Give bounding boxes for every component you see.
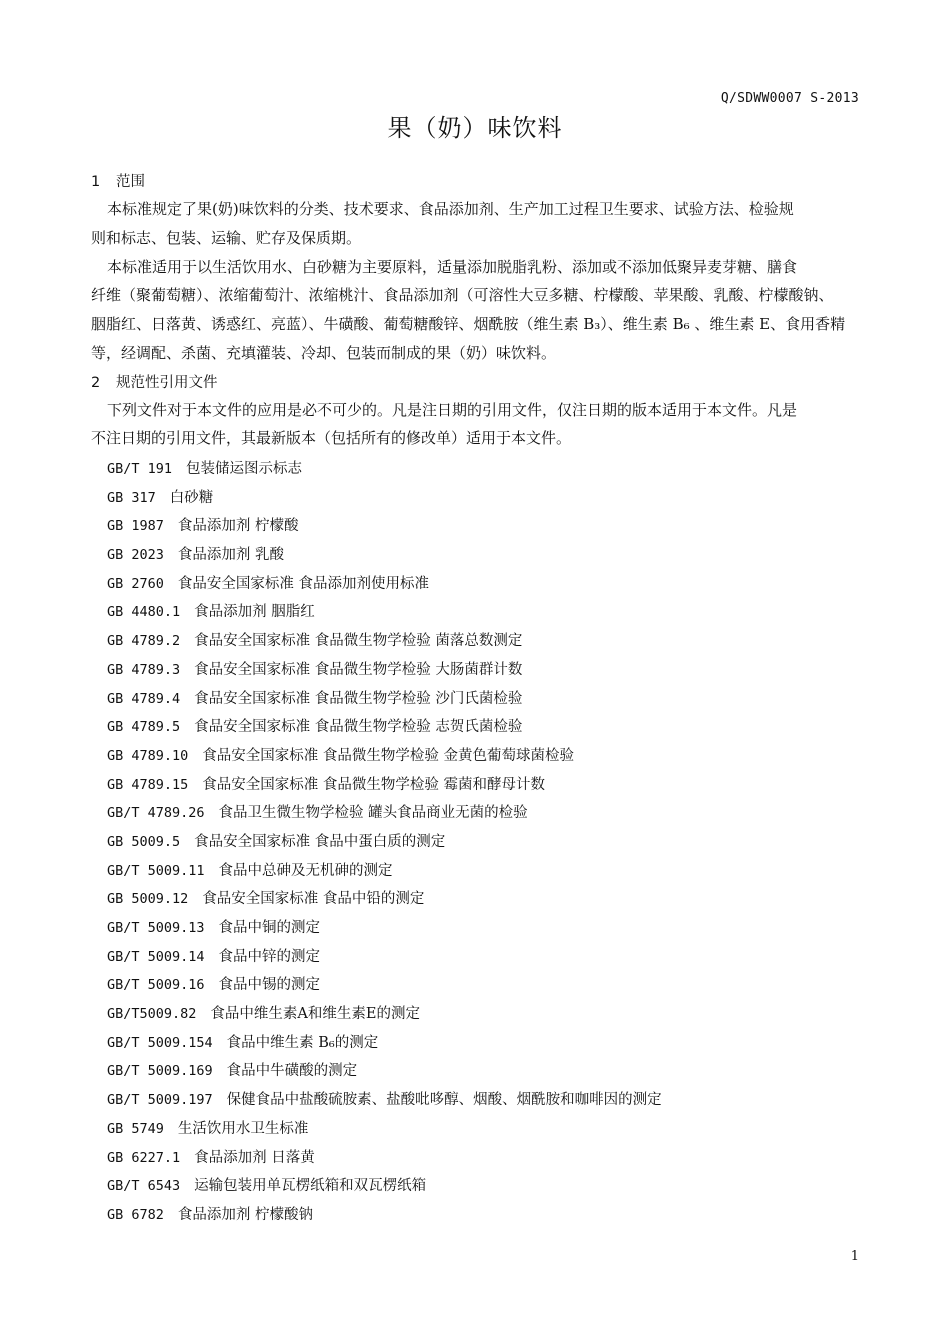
- reference-item: [107, 627, 662, 656]
- reference-title: 包装储运图示标志: [186, 461, 303, 477]
- reference-code: GB/T 5009.16: [107, 977, 205, 994]
- reference-code: GB 5009.12: [107, 891, 189, 908]
- reference-item: [107, 885, 662, 914]
- reference-title: 食品添加剂 乳酸: [177, 547, 285, 564]
- reference-item: [107, 598, 662, 627]
- reference-title: 食品卫生微生物学检验 罐头食品商业无菌的检验: [218, 805, 528, 822]
- reference-item: [107, 943, 662, 972]
- references-intro-line-2: 不注日期的引用文件，其最新版本（包括所有的修改单）适用于本文件。: [91, 429, 572, 447]
- reference-code: GB 1987: [107, 518, 164, 535]
- reference-item: [107, 1086, 662, 1115]
- reference-title: 食品添加剂 柠檬酸: [177, 518, 299, 535]
- reference-title: 白砂糖: [169, 489, 214, 506]
- reference-item: [107, 484, 662, 513]
- reference-code: GB 4480.1: [107, 604, 181, 621]
- reference-title: 食品安全国家标准 食品微生物学检验 大肠菌群计数: [194, 661, 523, 678]
- reference-code: GB 4789.4: [107, 690, 181, 707]
- reference-item: [107, 1201, 662, 1230]
- reference-item: [107, 1057, 662, 1086]
- reference-code: GB/T 5009.169: [107, 1063, 213, 1080]
- reference-item: [107, 541, 662, 570]
- reference-title: 食品中维生素 B₆的测定: [226, 1034, 379, 1051]
- reference-item: [107, 799, 662, 828]
- reference-code: GB 317: [107, 489, 156, 506]
- section-number: 2: [91, 375, 101, 391]
- scope-para-2-line-1: 本标准适用于以生活饮用水、白砂糖为主要原料，适量添加脱脂乳粉、添加或不添加低聚异麦芽糖、膳食: [107, 258, 798, 276]
- reference-item: [107, 570, 662, 599]
- reference-title: 食品安全国家标准 食品微生物学检验 志贺氏菌检验: [194, 719, 523, 736]
- reference-item: [107, 971, 662, 1000]
- section-number: 1: [91, 174, 101, 190]
- reference-code: GB 4789.2: [107, 633, 181, 650]
- section-title: 范围: [116, 174, 145, 190]
- reference-title: 保健食品中盐酸硫胺素、盐酸吡哆醇、烟酸、烟酰胺和咖啡因的测定: [226, 1092, 662, 1109]
- reference-item: [107, 1000, 662, 1029]
- reference-item: [107, 713, 662, 742]
- reference-code: GB/T 5009.14: [107, 948, 205, 965]
- reference-title: 食品安全国家标准 食品中蛋白质的测定: [194, 833, 446, 850]
- reference-code: GB 4789.10: [107, 747, 189, 764]
- section-title: 规范性引用文件: [116, 375, 218, 391]
- references-intro-line-1: 下列文件对于本文件的应用是必不可少的。凡是注日期的引用文件，仅注日期的版本适用于本文件。凡是: [107, 401, 798, 419]
- reference-item: [107, 857, 662, 886]
- reference-code: GB/T 5009.13: [107, 920, 205, 936]
- scope-para-2-line-4: 等，经调配、杀菌、充填灌装、冷却、包装而制成的果（奶）味饮料。: [91, 344, 557, 362]
- reference-title: 食品安全国家标准 食品微生物学检验 菌落总数测定: [194, 633, 523, 650]
- scope-para-1-line-1: 本标准规定了果(奶)味饮料的分类、技术要求、食品添加剂、生产加工过程卫生要求、试验方法、检验规: [107, 200, 794, 218]
- reference-code: GB/T5009.82: [107, 1006, 197, 1023]
- reference-item: [107, 512, 662, 541]
- reference-code: GB 6227.1: [107, 1149, 181, 1166]
- reference-code: GB/T 5009.197: [107, 1092, 213, 1109]
- reference-item: [107, 656, 662, 685]
- scope-para-1-line-2: 则和标志、包装、运输、贮存及保质期。: [91, 229, 362, 247]
- reference-title: 食品中维生素A和维生素E的测定: [210, 1006, 420, 1023]
- reference-title: 食品中锡的测定: [218, 977, 321, 994]
- reference-code: GB/T 4789.26: [107, 805, 205, 822]
- reference-title: 食品中牛磺酸的测定: [226, 1063, 358, 1080]
- reference-title: 食品添加剂 胭脂红: [194, 604, 315, 621]
- reference-item: [107, 1172, 662, 1201]
- reference-title: 运输包装用单瓦楞纸箱和双瓦楞纸箱: [194, 1178, 427, 1195]
- reference-item: [107, 455, 662, 484]
- reference-code: GB/T 6543: [107, 1178, 181, 1195]
- section-2-heading: [91, 371, 218, 392]
- reference-item: [107, 828, 662, 857]
- reference-code: GB 5009.5: [107, 833, 181, 850]
- reference-code: GB/T 5009.154: [107, 1034, 213, 1051]
- reference-item: [107, 771, 662, 800]
- reference-code: GB 4789.5: [107, 719, 181, 736]
- reference-code: GB/T 191: [107, 461, 173, 477]
- scope-para-2-line-3: 胭脂红、日落黄、诱惑红、亮蓝）、牛磺酸、葡萄糖酸锌、烟酰胺（维生素 B₃）、维生素 B₆ 、维生素 E、食用香精: [91, 315, 846, 333]
- document-title: 果（奶）味饮料: [387, 114, 563, 142]
- reference-title: 食品安全国家标准 食品微生物学检验 霉菌和酵母计数: [202, 776, 545, 793]
- reference-title: 食品中锌的测定: [218, 948, 321, 965]
- reference-code: GB 4789.3: [107, 661, 181, 678]
- reference-title: 生活饮用水卫生标准: [177, 1120, 309, 1137]
- page-number: 1: [850, 1249, 859, 1264]
- reference-title: 食品中铜的测定: [218, 920, 321, 936]
- reference-item: [107, 1115, 662, 1144]
- reference-item: [107, 1029, 662, 1058]
- reference-item: [107, 1144, 662, 1173]
- reference-item: [107, 914, 662, 943]
- reference-code: GB 2023: [107, 547, 164, 564]
- document-code: Q/SDWW0007 S-2013: [720, 91, 859, 106]
- reference-code: GB 2760: [107, 575, 164, 592]
- reference-code: GB/T 5009.11: [107, 862, 205, 879]
- reference-item: [107, 685, 662, 714]
- reference-title: 食品安全国家标准 食品中铅的测定: [202, 891, 425, 908]
- reference-list: [107, 455, 662, 1230]
- scope-para-2-line-2: 纤维（聚葡萄糖）、浓缩葡萄汁、浓缩桃汁、食品添加剂（可溶性大豆多糖、柠檬酸、苹果酸、乳酸、柠檬酸钠、: [91, 286, 834, 304]
- section-1-heading: [91, 170, 145, 191]
- reference-code: GB 6782: [107, 1206, 164, 1223]
- reference-title: 食品中总砷及无机砷的测定: [218, 862, 393, 879]
- reference-code: GB 5749: [107, 1120, 164, 1137]
- reference-title: 食品添加剂 日落黄: [194, 1149, 315, 1166]
- reference-title: 食品安全国家标准 食品微生物学检验 沙门氏菌检验: [194, 690, 523, 707]
- reference-code: GB 4789.15: [107, 776, 189, 793]
- reference-title: 食品安全国家标准 食品添加剂使用标准: [177, 575, 430, 592]
- reference-title: 食品安全国家标准 食品微生物学检验 金黄色葡萄球菌检验: [202, 747, 574, 764]
- reference-item: [107, 742, 662, 771]
- reference-title: 食品添加剂 柠檬酸钠: [177, 1206, 314, 1223]
